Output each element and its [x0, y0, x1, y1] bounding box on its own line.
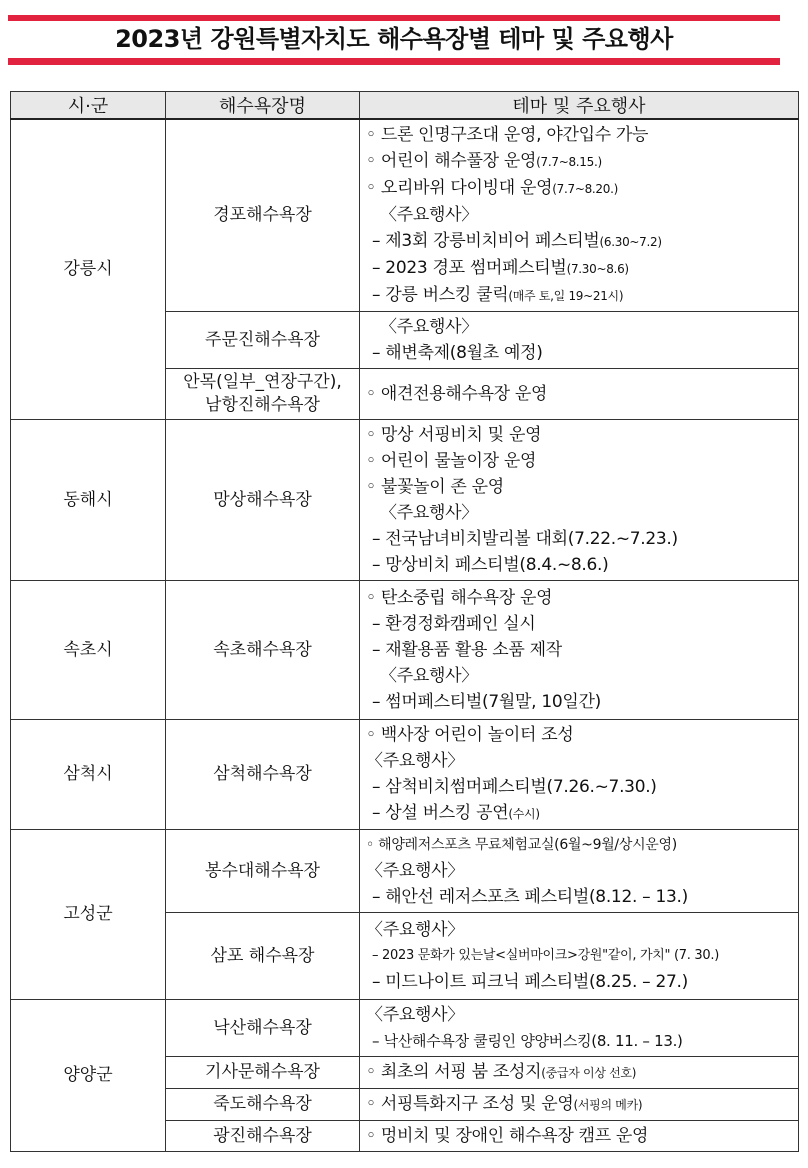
theme-line: 〈주요행사〉 — [380, 317, 478, 337]
theme-line: – 강릉 버스킹 쿨릭(매주 토,일 19~21시) — [372, 285, 624, 305]
theme-line: ◦ 탄소중립 해수욕장 운영 — [366, 588, 553, 608]
theme-line: – 미드나이트 피크닉 페스티벌(8.25. – 27.) — [372, 972, 688, 992]
beach-cell: 망상해수욕장 — [166, 420, 360, 581]
theme-line: ◦ 애견전용해수욕장 운영 — [366, 384, 548, 404]
theme-line: 〈주요행사〉 — [380, 205, 478, 225]
beach-cell: 삼포 해수욕장 — [166, 913, 360, 1000]
beach-cell: 죽도해수욕장 — [166, 1089, 360, 1121]
theme-line: ◦ 최초의 서핑 붐 조성지(중급자 이상 선호) — [366, 1062, 637, 1082]
theme-line: ◦ 오리바위 다이빙대 운영(7.7~8.20.) — [366, 178, 619, 198]
theme-line: ◦ 어린이 물놀이장 운영 — [366, 451, 537, 471]
theme-line: – 해변축제(8월초 예정) — [372, 343, 543, 363]
theme-line: 〈주요행사〉 — [366, 1005, 464, 1025]
table-row — [11, 830, 799, 913]
theme-cell — [360, 1000, 799, 1057]
theme-line: ◦ 망상 서핑비치 및 운영 — [366, 425, 542, 445]
theme-line: – 전국남녀비치발리볼 대회(7.22.~7.23.) — [372, 529, 678, 549]
city-cell: 속초시 — [11, 581, 166, 720]
theme-cell — [360, 119, 799, 312]
beach-cell: 낙산해수욕장 — [166, 1000, 360, 1057]
theme-line: ◦ 멍비치 및 장애인 해수욕장 캠프 운영 — [366, 1126, 649, 1146]
theme-line: ◦ 어린이 해수풀장 운영(7.7~8.15.) — [366, 151, 602, 171]
beach-cell: 주문진해수욕장 — [166, 312, 360, 369]
table-row — [11, 420, 799, 581]
theme-line: 〈주요행사〉 — [366, 751, 464, 771]
beach-cell: 삼척해수욕장 — [166, 720, 360, 830]
theme-cell — [360, 369, 799, 420]
theme-line: – 망상비치 페스티벌(8.4.~8.6.) — [372, 555, 609, 575]
table-row — [11, 119, 799, 312]
theme-cell — [360, 720, 799, 830]
theme-line: – 해안선 레저스포츠 페스티벌(8.12. – 13.) — [372, 887, 688, 907]
header-theme: 테마 및 주요행사 — [360, 92, 799, 120]
theme-line: ◦ 백사장 어린이 놀이터 조성 — [366, 725, 574, 745]
beach-theme-table — [10, 91, 799, 1152]
theme-cell — [360, 581, 799, 720]
theme-line: – 상설 버스킹 공연(수시) — [372, 803, 540, 823]
title-bottom-bar — [8, 58, 780, 65]
beach-cell: 기사문해수욕장 — [166, 1057, 360, 1089]
theme-cell — [360, 1089, 799, 1121]
theme-line: – 삼척비치썸머페스티벌(7.26.~7.30.) — [372, 777, 657, 797]
theme-cell — [360, 1057, 799, 1089]
theme-line: 〈주요행사〉 — [366, 861, 464, 881]
theme-cell — [360, 420, 799, 581]
theme-line: 〈주요행사〉 — [366, 920, 464, 940]
header-beach: 해수욕장명 — [166, 92, 360, 120]
theme-line: – 2023 문화가 있는날<실버마이크>강원"같이, 가치" (7. 30.) — [372, 948, 719, 963]
theme-cell — [360, 913, 799, 1000]
beach-cell: 광진해수욕장 — [166, 1121, 360, 1152]
theme-line: 〈주요행사〉 — [380, 666, 478, 686]
theme-line: 〈주요행사〉 — [380, 503, 478, 523]
theme-line: ◦ 드론 인명구조대 운영, 야간입수 가능 — [366, 125, 649, 145]
city-cell: 강릉시 — [11, 119, 166, 420]
theme-line: – 제3회 강릉비치비어 페스티벌(6.30~7.2) — [372, 231, 662, 251]
theme-line: ◦ 서핑특화지구 조성 및 운영(서핑의 메카) — [366, 1094, 643, 1114]
city-cell: 양양군 — [11, 1000, 166, 1152]
table-row — [11, 581, 799, 720]
city-cell: 고성군 — [11, 830, 166, 1000]
beach-name-line: 안목(일부_연장구간), — [183, 372, 342, 392]
theme-cell — [360, 830, 799, 913]
city-cell: 동해시 — [11, 420, 166, 581]
header-city: 시·군 — [11, 92, 166, 120]
theme-line: – 재활용품 활용 소품 제작 — [372, 640, 562, 660]
theme-line: – 환경정화캠페인 실시 — [372, 614, 536, 634]
theme-line: – 낙산해수욕장 쿨링인 양양버스킹(8. 11. – 13.) — [372, 1032, 683, 1050]
table-row — [11, 1000, 799, 1057]
table-row — [11, 720, 799, 830]
theme-cell — [360, 1121, 799, 1152]
beach-cell: 봉수대해수욕장 — [166, 830, 360, 913]
page-title: 2023년 강원특별자치도 해수욕장별 테마 및 주요행사 — [115, 25, 673, 53]
beach-cell — [166, 369, 360, 420]
beach-name-line: 남항진해수욕장 — [205, 395, 320, 415]
beach-cell: 속초해수욕장 — [166, 581, 360, 720]
theme-line: ◦ 불꽃놀이 존 운영 — [366, 477, 504, 497]
city-cell: 삼척시 — [11, 720, 166, 830]
beach-cell: 경포해수욕장 — [166, 119, 360, 312]
table-header-row — [11, 92, 799, 120]
theme-line: – 2023 경포 썸머페스티벌(7.30~8.6) — [372, 258, 629, 278]
theme-line: ◦ 해양레저스포츠 무료체험교실(6월~9월/상시운영) — [366, 837, 677, 853]
theme-line: – 썸머페스티벌(7월말, 10일간) — [372, 692, 601, 712]
theme-cell — [360, 312, 799, 369]
